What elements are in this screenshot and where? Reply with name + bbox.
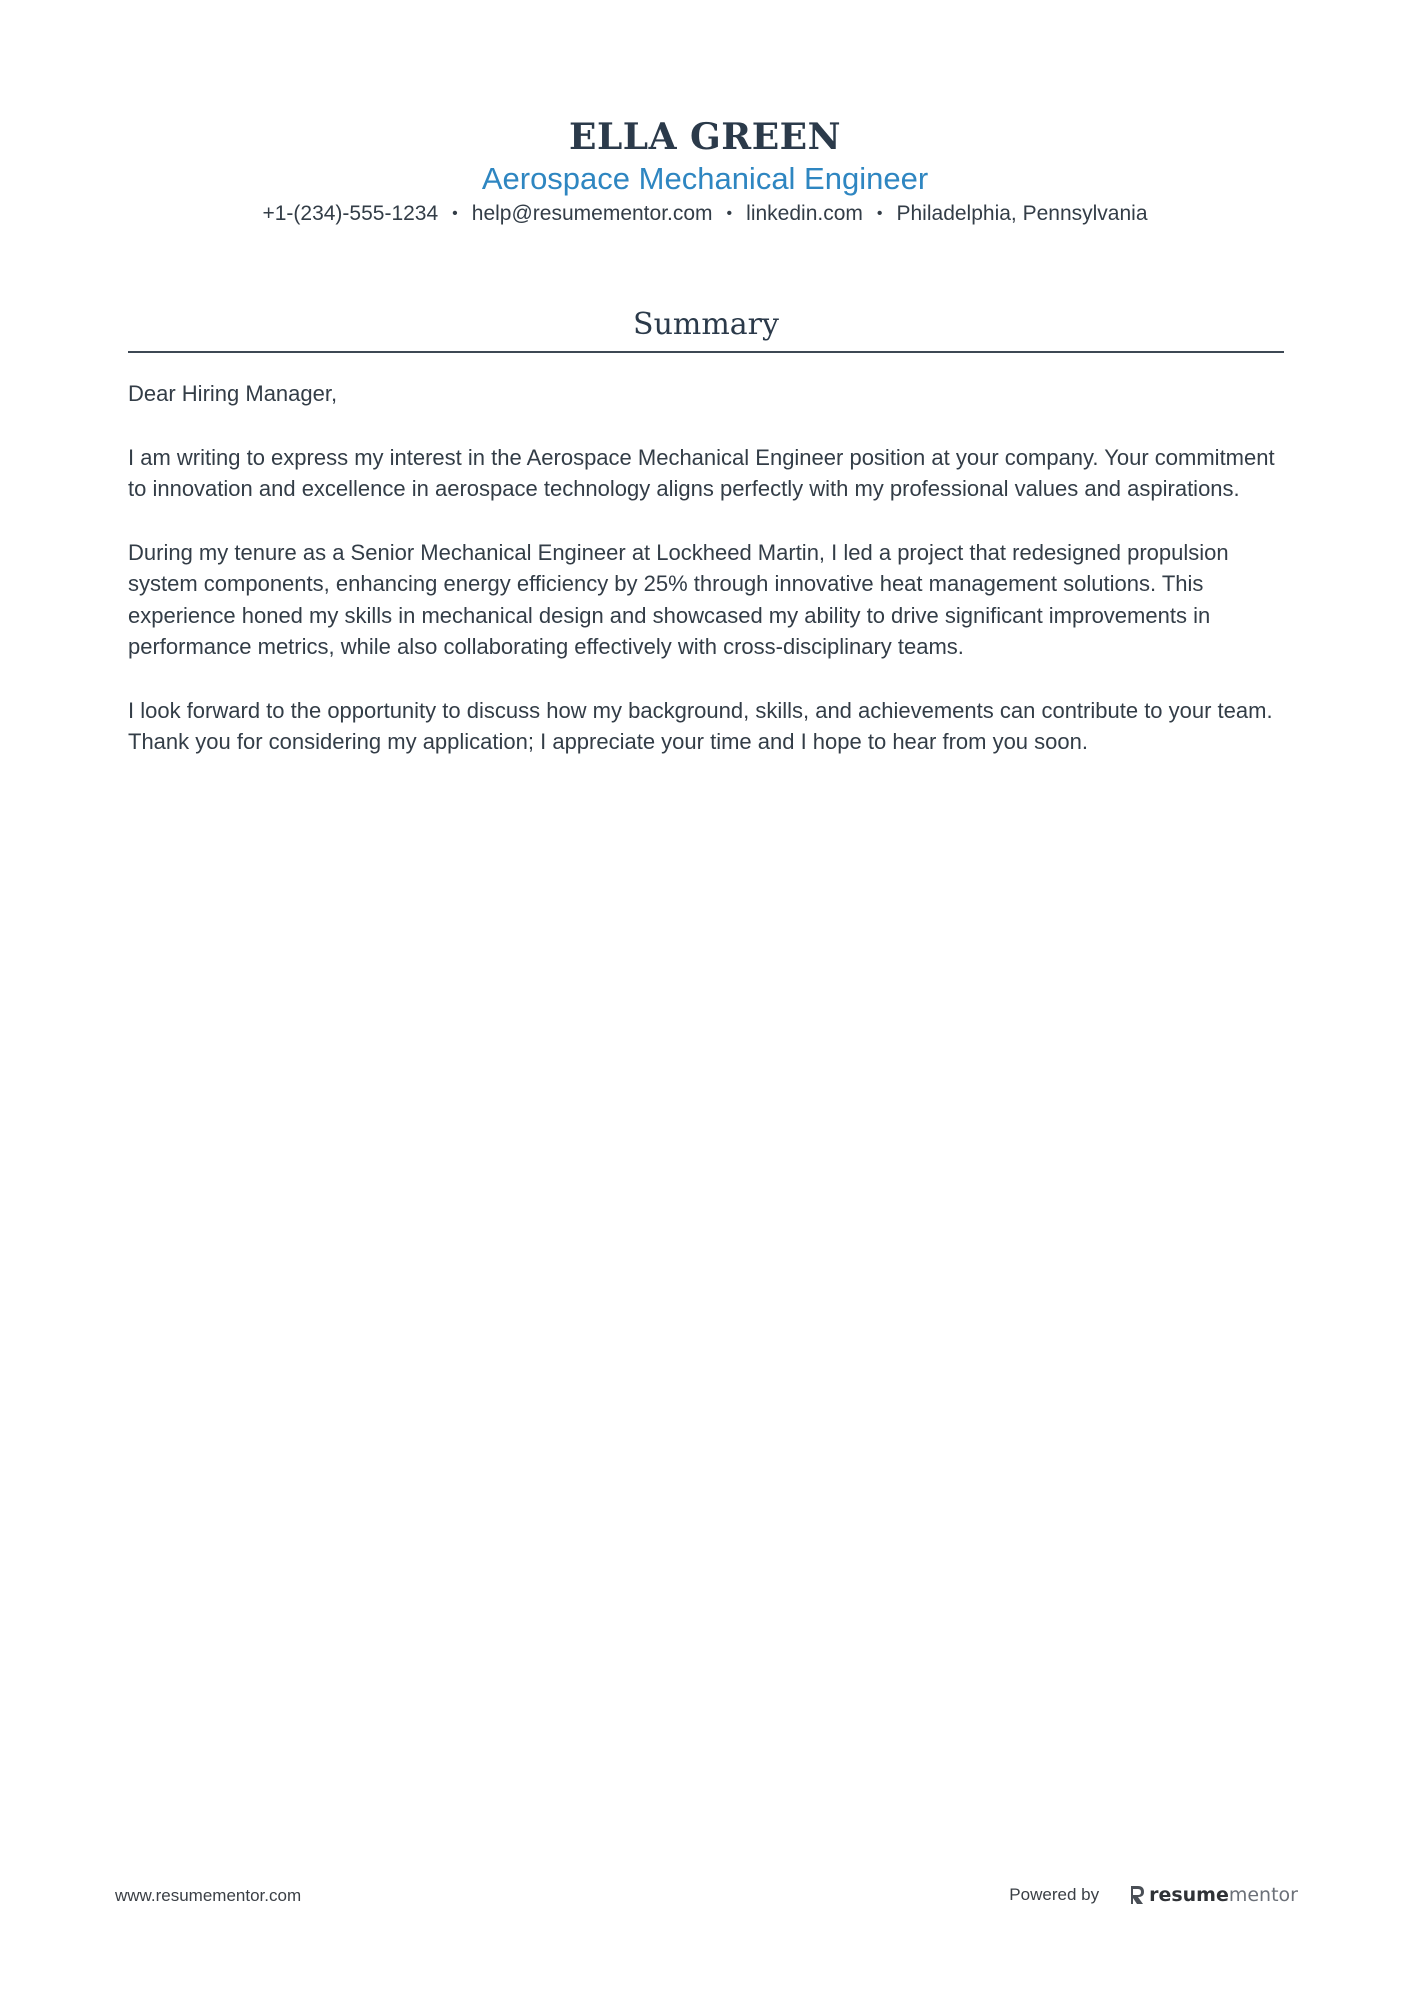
section-title: Summary xyxy=(633,307,779,342)
footer-website: www.resumementor.com xyxy=(115,1886,302,1905)
contact-separator: • xyxy=(726,205,733,222)
section-divider xyxy=(128,351,1284,353)
contact-separator: • xyxy=(876,205,883,222)
contact-phone: +1-(234)-555-1234 xyxy=(262,202,439,225)
resumementor-logo-icon xyxy=(1129,1885,1145,1905)
powered-by-label: Powered by xyxy=(1009,1885,1100,1904)
brand-logo xyxy=(1129,1884,1298,1906)
contact-separator: • xyxy=(452,205,458,222)
contact-email: help@resumementor.com xyxy=(471,202,713,225)
contact-linkedin: linkedin.com xyxy=(746,202,863,225)
candidate-name: ELLA GREEN xyxy=(569,116,841,158)
letter-body xyxy=(128,378,1284,790)
job-title: Aerospace Mechanical Engineer xyxy=(481,161,929,196)
letter-paragraph: I look forward to the opportunity to discuss how my background, skills, and achievements can contribute to your team. Thank you for considering my application; I appreciate your time and I hope to hear from you soon. xyxy=(128,697,1273,754)
letter-paragraph: During my tenure as a Senior Mechanical Engineer at Lockheed Martin, I led a project that redesigned propulsion system components, enhancing energy efficiency by 25% through innovative heat management solutions. This experience honed my skills in mechanical design and showcased my ability to drive significant improvements in performance metrics, while also collaborating effectively with cross-disciplinary teams. xyxy=(128,539,1229,659)
letter-greeting: Dear Hiring Manager, xyxy=(128,381,338,406)
brand-name-light: mentor xyxy=(1228,1884,1298,1906)
footer-branding xyxy=(1009,1880,1298,1910)
brand-name-bold: resume xyxy=(1149,1884,1229,1906)
contact-location: Philadelphia, Pennsylvania xyxy=(896,202,1148,225)
contact-line xyxy=(0,200,1410,230)
letter-paragraph: I am writing to express my interest in the Aerospace Mechanical Engineer position at your company. Your commitment to innovation and excellence in aerospace technology aligns perfectly with my professional values and aspirations. xyxy=(128,444,1275,501)
resume-header xyxy=(0,114,1410,230)
